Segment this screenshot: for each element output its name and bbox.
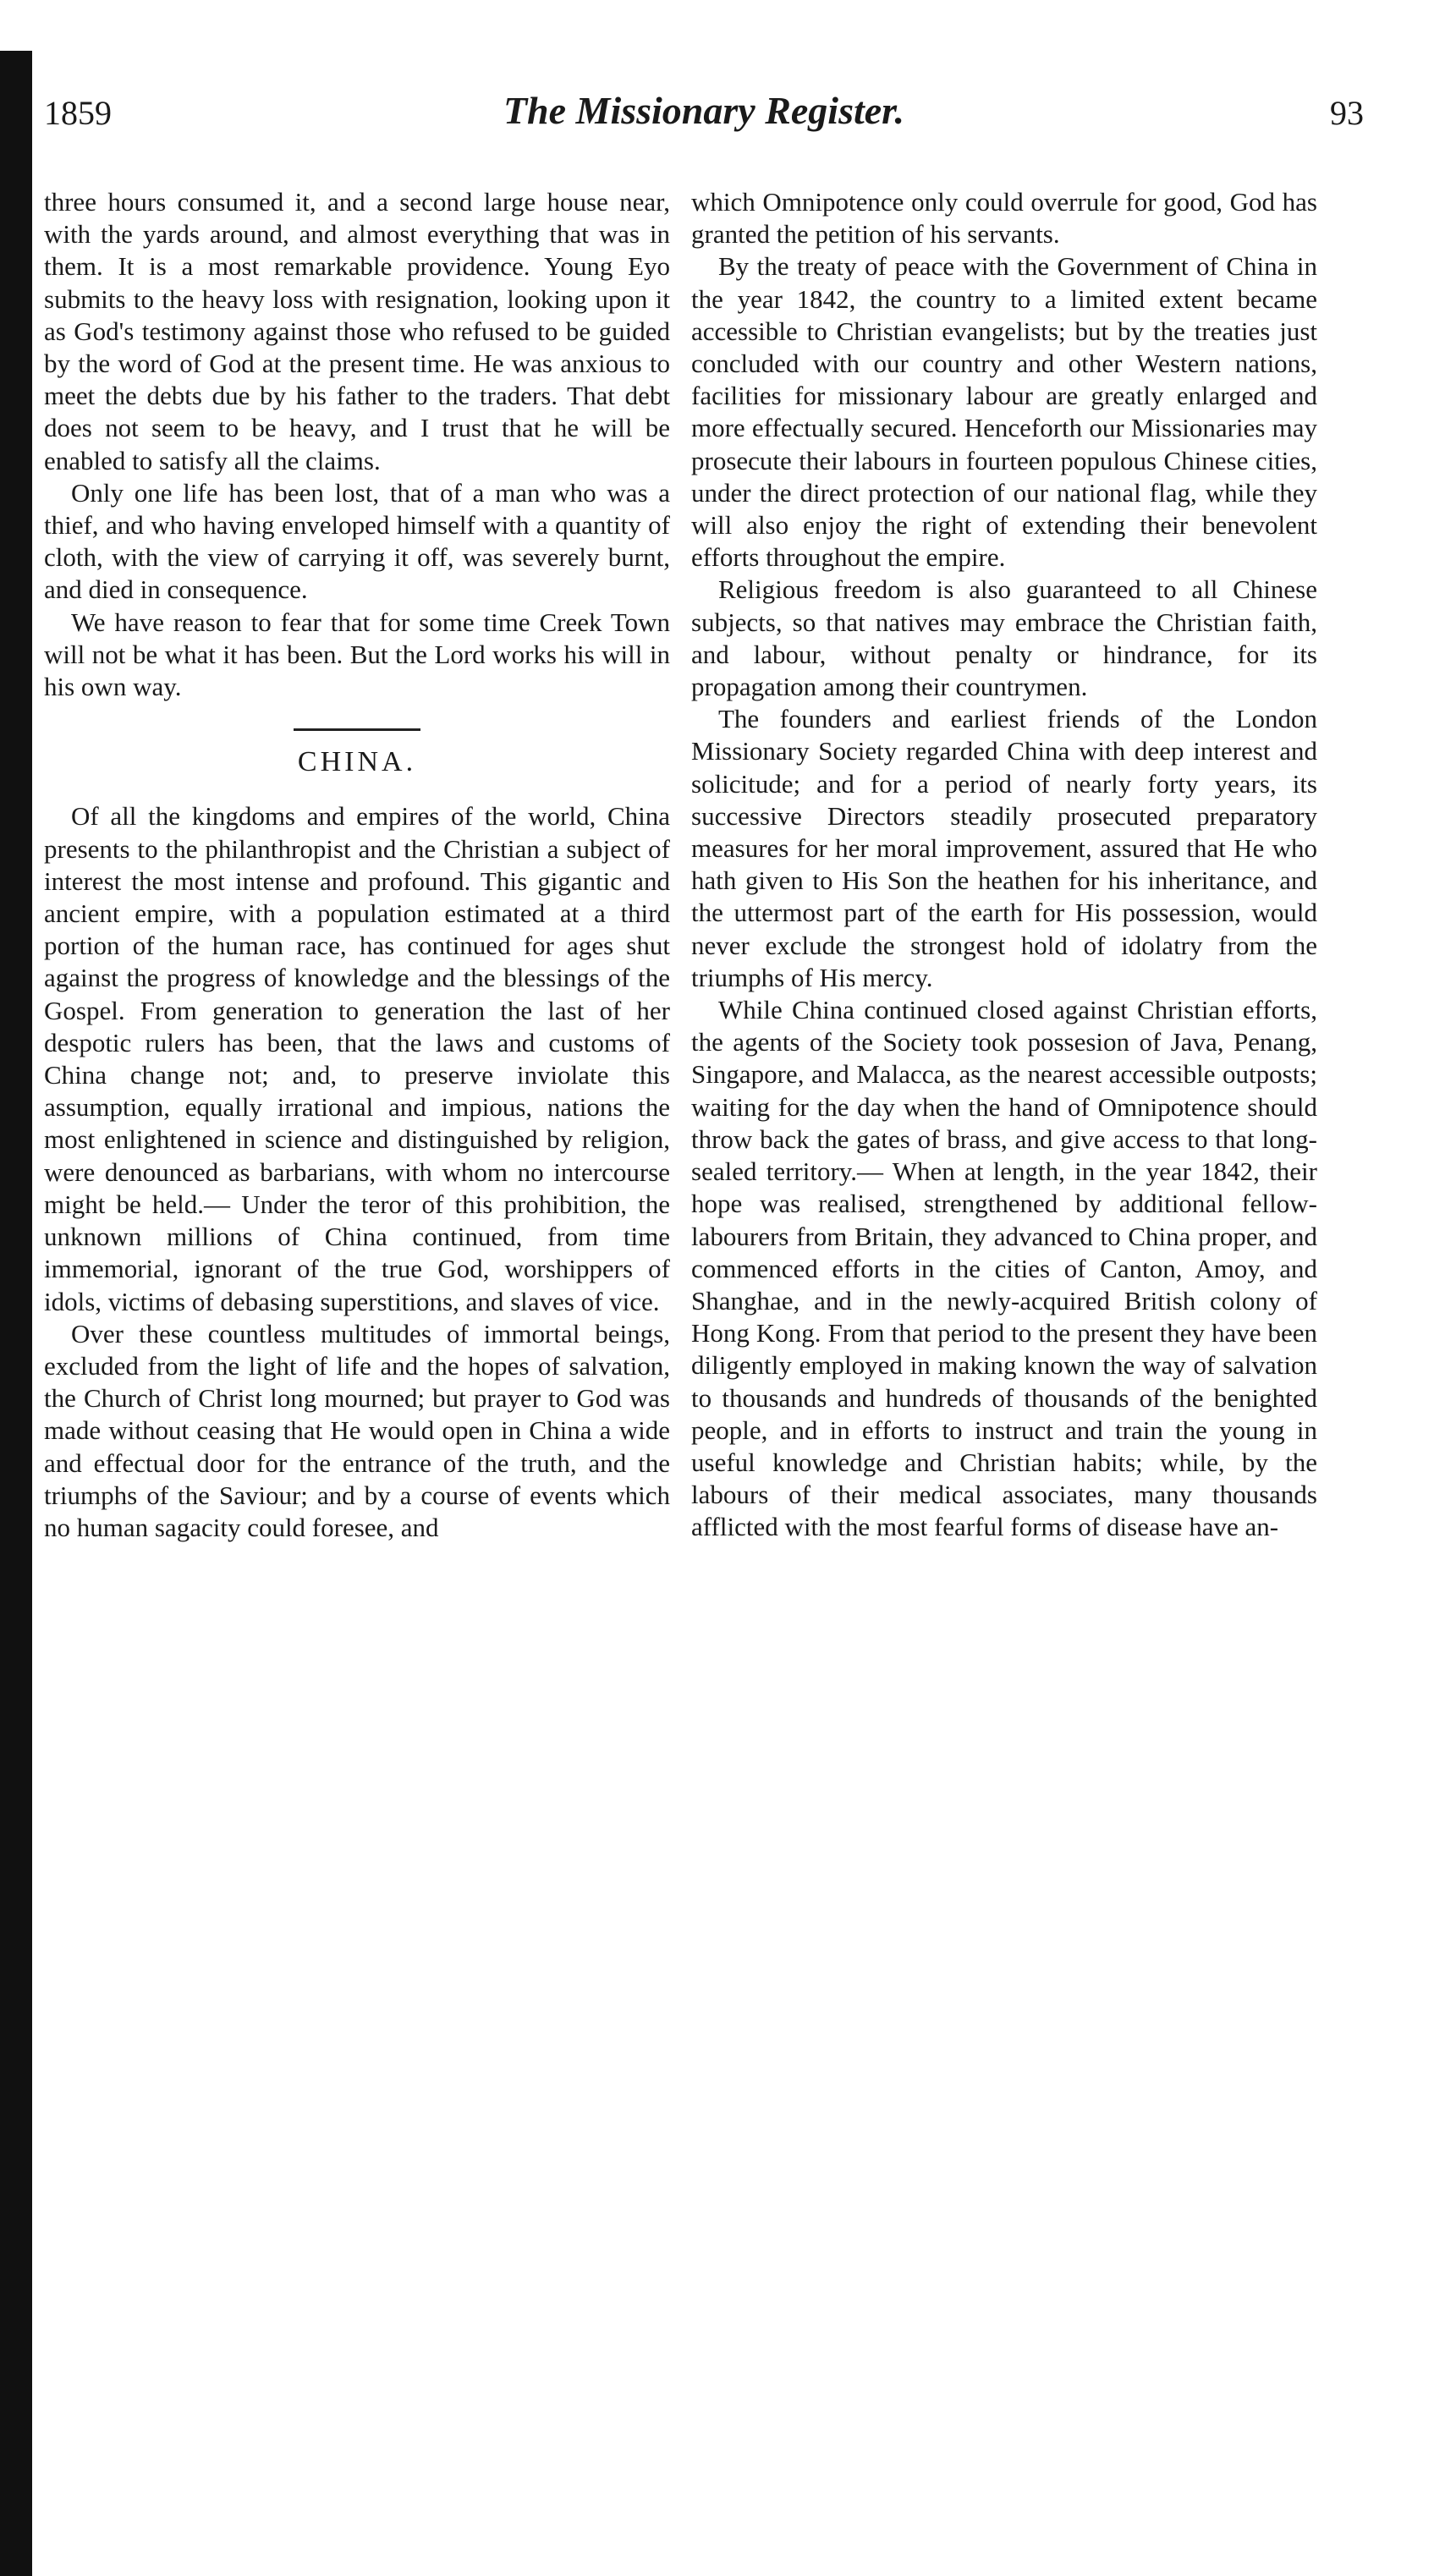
right-column: [691, 186, 1317, 1544]
paragraph: The founders and earliest friends of the London Missionary Society regarded China with deep interest and solicitude; and for a period of nearly forty years, its successive Directors steadily prosecuted preparatory measures for her moral improvement, assured that He who hath given to His Son the heathen for his inheritance, and the uttermost part of the earth for His possession, would never exclude the strongest hold of idolatry from the triumphs of His mercy.: [691, 704, 1317, 992]
running-head-title: The Missionary Register.: [503, 89, 905, 132]
running-head: [44, 85, 1364, 152]
paragraph: Of all the kingdoms and empires of the world, China presents to the philanthropist and the Christian a subject of interest the most intense and profound. This gigantic and ancient empire, with a population estimated at a third portion of the human race, has continued for ages shut against the progress of knowledge and the blessings of the Gospel. From generation to generation the last of her despotic rulers has been, that the laws and customs of China change not; and, to preserve inviolate this assumption, equally irrational and impious, nations the most enlightened in science and distinguished by religion, were denounced as barbarians, with whom no intercourse might be held.— Under the teror of this prohibition, the unknown millions of China continued, from time immemorial, ignorant of the true God, worshippers of idols, victims of debasing superstitions, and slaves of vice.: [44, 801, 670, 1316]
page-binding-edge: [0, 51, 32, 2576]
paragraph: Religious freedom is also guaranteed to all Chinese subjects, so that natives may embrace the Christian faith, and labour, without penalty or hindrance, for its propagation among their countrymen.: [691, 574, 1317, 702]
page-number: 93: [1330, 94, 1364, 132]
section-heading: CHINA.: [297, 746, 417, 778]
left-column: [44, 186, 670, 1544]
paragraph: Only one life has been lost, that of a man who was a thief, and who having enveloped himself with a quantity of cloth, with the view of carrying it off, was severely burnt, and died in consequence.: [44, 477, 670, 605]
paragraph: three hours consumed it, and a second large house near, with the yards around, and almost everything that was in them. It is a most remarkable providence. Young Eyo submits to the heavy loss with resignation, looking upon it as God's testimony against those who refused to be guided by the word of God at the present time. He was anxious to meet the debts due by his father to the traders. That debt does not seem to be heavy, and I trust that he will be enabled to satisfy all the claims.: [44, 187, 670, 475]
paragraph: Over these countless multitudes of immortal beings, excluded from the light of life and the hopes of salvation, the Church of Christ long mourned; but prayer to God was made without ceasing that He would open in China a wide and effectual door for the entrance of the truth, and the triumphs of the Saviour; and by a course of events which no human sagacity could foresee, and: [44, 1318, 670, 1542]
paragraph: which Omnipotence only could overrule for good, God has granted the petition of his servants.: [691, 187, 1317, 250]
running-head-year: 1859: [44, 94, 112, 132]
paragraph: By the treaty of peace with the Government of China in the year 1842, the country to a limited extent became accessible to Christian evangelists; but by the treaties just concluded with our country and other Western nations, facilities for missionary labour are greatly enlarged and more effectually secured. Henceforth our Missionaries may prosecute their labours in fourteen populous Chinese cities, under the direct protection of our national flag, while they will also enjoy the right of extending their benevolent efforts throughout the empire.: [691, 251, 1317, 573]
section-divider: [294, 728, 420, 731]
paragraph: We have reason to fear that for some time Creek Town will not be what it has been. But the Lord works his will in his own way.: [44, 607, 670, 702]
document-page: [44, 85, 1364, 2555]
paragraph: While China continued closed against Christian efforts, the agents of the Society took possesion of Java, Penang, Singapore, and Malacca, as the nearest accessible outposts; waiting for the day when the hand of Omnipotence should throw back the gates of brass, and give access to that long-sealed territory.— When at length, in the year 1842, their hope was realised, strengthened by additional fellow-labourers from Britain, they advanced to China proper, and commenced efforts in the cities of Canton, Amoy, and Shanghae, and in the newly-acquired British colony of Hong Kong. From that period to the present they have been diligently employed in making known the way of salvation to thousands and hundreds of thousands of the benighted people, and in efforts to instruct and train the young in useful knowledge and Christian habits; while, by the labours of their medical associates, many thousands afflicted with the most fearful forms of disease have an-: [691, 995, 1317, 1542]
